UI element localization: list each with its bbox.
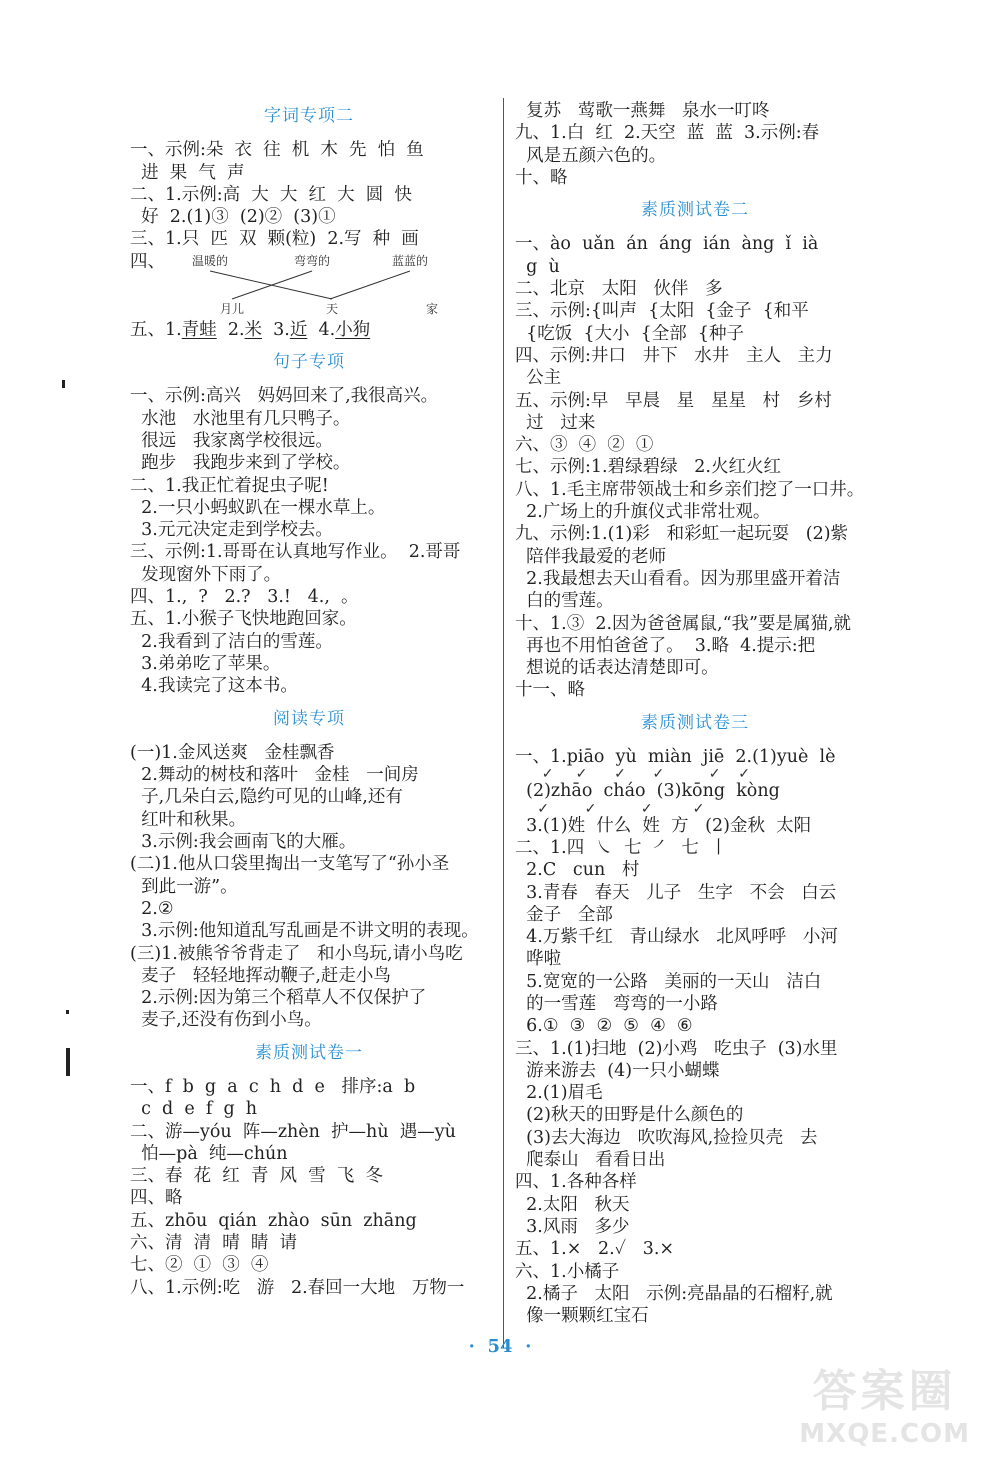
scan-mark xyxy=(62,380,65,388)
answer-block xyxy=(515,780,875,802)
underlined-answer: 青蛙 xyxy=(181,319,217,340)
answer-line: 白的雪莲。 xyxy=(515,591,614,612)
answer-line: 2.(1)眉毛 xyxy=(515,1083,603,1104)
answer-line: 七、② ① ③ ④ xyxy=(130,1255,269,1276)
answer-line: 十、略 xyxy=(515,167,568,188)
answer-line: 4.万紫千红 青山绿水 北风呼呼 小河 xyxy=(515,927,838,948)
answer-line: 七、示例:1.碧绿碧绿 2.火红火红 xyxy=(515,457,781,478)
answer-line: 2.广场上的升旗仪式非常壮观。 xyxy=(515,502,771,523)
answer-line: (一)1.金风送爽 金桂飘香 xyxy=(130,742,335,763)
answer-line: 想说的话表达清楚即可。 xyxy=(515,658,719,679)
answer-line: 二、北京 太阳 伙伴 多 xyxy=(515,279,723,300)
answer-block xyxy=(515,233,875,701)
answer-line: 三、示例:1.哥哥在认真地写作业。 2.哥哥 xyxy=(130,542,461,563)
answer-line: 九、示例:1.(1)彩 和彩虹一起玩耍 (2)紫 xyxy=(515,524,849,545)
answer-line: 二、1.我正忙着捉虫子呢! xyxy=(130,475,329,496)
answer-line: 五、1.× 2.✓ 3.× xyxy=(515,1239,675,1260)
answer-line: 六、③ ④ ② ① xyxy=(515,435,654,456)
matching-lines xyxy=(182,251,482,319)
answer-line: 一、ào uǎn án áng ián àng ǐ ià xyxy=(515,234,819,255)
answer-line: 6.① ③ ② ⑤ ④ ⑥ xyxy=(515,1016,693,1037)
answer-line: (2)秋天的田野是什么颜色的 xyxy=(515,1105,744,1126)
answer-line: 二、1.示例:高 大 大 红 大 圆 快 xyxy=(130,184,412,205)
underlined-answer: 小狗 xyxy=(335,319,371,340)
section-title: 阅读专项 xyxy=(273,708,345,729)
answer-line: 六、清 清 晴 睛 请 xyxy=(130,1233,298,1254)
answer-line: 五、1.青蛙 2.米 3.近 4.小狗 xyxy=(130,319,371,340)
watermark-url: MXQE.COM xyxy=(799,1419,970,1449)
answer-line: 三、春 花 红 青 风 雪 飞 冬 xyxy=(130,1166,383,1187)
match-bottom-3: 家 xyxy=(425,301,439,316)
answer-line: 三、示例:{叫声 {太阳 {金子 {和平 xyxy=(515,301,809,322)
answer-line: 3.弟弟吃了苹果。 xyxy=(130,653,281,674)
answer-block xyxy=(130,385,488,697)
answer-line: 3.元元决定走到学校去。 xyxy=(130,520,333,541)
answer-line: 3.示例:他知道乱写乱画是不讲文明的表现。 xyxy=(130,921,479,942)
page-number: · 54 · xyxy=(468,1336,532,1357)
answer-line: {吃饭 {大小 {全部 {种子 xyxy=(515,323,745,344)
answer-line: 2.舞动的树枝和落叶 金桂 一间房 xyxy=(130,765,419,786)
section-title: 素质测试卷二 xyxy=(641,200,749,221)
answer-line: 六、1.小橘子 xyxy=(515,1261,620,1282)
scan-mark xyxy=(66,1010,69,1014)
answer-line: 三、1.只 匹 双 颗(粒) 2.写 种 画 xyxy=(130,229,419,250)
underlined-answer: 近 xyxy=(289,319,308,340)
tone-check-marks: ✓ ✓ ✓ ✓ xyxy=(515,800,705,817)
answer-line: 五、zhōu qián zhào sūn zhāng xyxy=(130,1210,417,1231)
answer-line: 公主 xyxy=(515,368,562,389)
answer-line: 红叶和秋果。 xyxy=(130,809,247,830)
answer-line: 3.青春 春天 儿子 生字 不会 白云 xyxy=(515,882,837,903)
answer-line: 2.C cun 村 xyxy=(515,860,640,881)
answer-line: g ù xyxy=(515,256,560,277)
answer-line: 一、1.piāo yù miàn jiē 2.(1)yuè lè xyxy=(515,747,836,768)
answer-line: (3)去大海边 吹吹海风,捡捡贝壳 去 xyxy=(515,1127,818,1148)
answer-line: 四、1.各种各样 xyxy=(515,1172,637,1193)
answer-line: 八、1.示例:吃 游 2.春回一大地 万物一 xyxy=(130,1277,465,1298)
answer-line: 一、示例:高兴 妈妈回来了,我很高兴。 xyxy=(130,386,439,407)
answer-line: 金子 全部 xyxy=(515,904,613,925)
answer-line: 三、1.(1)扫地 (2)小鸡 吃虫子 (3)水里 xyxy=(515,1038,838,1059)
answer-line: 4.我读完了这本书。 xyxy=(130,676,298,697)
answer-line: 像一颗颗红宝石 xyxy=(515,1306,649,1327)
answer-line: 3.(1)姓 什么 姓 方 (2)金秋 太阳 xyxy=(515,815,812,836)
page-number-value: 54 xyxy=(487,1336,513,1357)
answer-line: 2.② xyxy=(130,898,174,919)
right-column xyxy=(515,100,875,1327)
answer-line: 麦子 轻轻地挥动鞭子,赶走小鸟 xyxy=(130,965,391,986)
section-title: 素质测试卷一 xyxy=(255,1042,363,1063)
answer-line: 的一雪莲 弯弯的一小路 xyxy=(515,993,718,1014)
match-top-2: 弯弯的 xyxy=(293,253,331,268)
match-top-3: 蓝蓝的 xyxy=(391,253,429,268)
answer-line: 九、1.白 红 2.天空 蓝 蓝 3.示例:春 xyxy=(515,123,820,144)
answer-line: 很远 我家离学校很远。 xyxy=(130,430,333,451)
section-title: 句子专项 xyxy=(273,352,345,373)
answer-line: 2.我最想去天山看看。因为那里盛开着洁 xyxy=(515,568,841,589)
answer-line: 2.一只小蚂蚁趴在一棵水草上。 xyxy=(130,497,386,518)
matching-exercise xyxy=(130,251,488,319)
answer-line: 二、游—yóu 阵—zhèn 护—hù 遇—yù xyxy=(130,1121,456,1142)
answer-line: 好 2.(1)③ (2)② (3)① xyxy=(130,207,336,228)
answer-line: 八、1.毛主席带领战士和乡亲们挖了一口井。 xyxy=(515,479,865,500)
answer-line: 2.太阳 秋天 xyxy=(515,1194,630,1215)
answer-line: 麦子,还没有伤到小鸟。 xyxy=(130,1010,322,1031)
answer-line: (二)1.他从口袋里掏出一支笔写了“孙小圣 xyxy=(130,854,450,875)
scan-mark xyxy=(66,1048,70,1076)
section-title: 字词专项二 xyxy=(264,106,354,126)
answer-block xyxy=(515,100,875,189)
answer-line: 四、1., ? 2.? 3.! 4., 。 xyxy=(130,587,359,608)
answer-block xyxy=(130,139,488,250)
answer-block xyxy=(130,742,488,1032)
match-top-1: 温暖的 xyxy=(191,253,229,268)
question-number: 四、 xyxy=(130,251,165,272)
match-bottom-2: 天 xyxy=(325,301,339,316)
answer-line: 跑步 我跑步来到了学校。 xyxy=(130,453,351,474)
answer-line: 十、1.③ 2.因为爸爸属鼠,“我”要是属猫,就 xyxy=(515,613,852,634)
match-bottom-1: 月儿 xyxy=(219,301,245,316)
left-column xyxy=(130,95,488,1299)
answer-line: 2.示例:因为第三个稻草人不仅保护了 xyxy=(130,988,427,1009)
answer-line: 发现窗外下雨了。 xyxy=(130,564,282,585)
tone-check-marks: ✓ ✓ ✓ ✓ ✓ ✓ xyxy=(515,766,751,783)
answer-line: 五、示例:早 早晨 星 星星 村 乡村 xyxy=(515,390,832,411)
match-line xyxy=(330,271,410,299)
answer-line: 再也不用怕爸爸了。 3.略 4.提示:把 xyxy=(515,635,816,656)
watermark-logo xyxy=(799,1355,970,1449)
answer-line: 四、示例:井口 井下 水井 主人 主力 xyxy=(515,345,833,366)
answer-line: (三)1.被熊爷爷背走了 和小鸟玩,请小鸟吃 xyxy=(130,943,463,964)
answer-line: c d e f g h xyxy=(130,1099,258,1120)
answer-line: 游来游去 (4)一只小蝴蝶 xyxy=(515,1060,720,1081)
answer-line: 爬泰山 看看日出 xyxy=(515,1150,666,1171)
answer-line: 四、略 xyxy=(130,1188,183,1209)
answer-line: 水池 水池里有几只鸭子。 xyxy=(130,408,351,429)
answer-line: 五、1.小猴子飞快地跑回家。 xyxy=(130,609,357,630)
answer-line: 陪伴我最爱的老师 xyxy=(515,546,667,567)
answer-line: 一、f b g a c h d e 排序:a b xyxy=(130,1076,416,1097)
answer-line: 进 果 气 声 xyxy=(130,162,245,183)
answer-line: 哗啦 xyxy=(515,949,562,970)
answer-line: 3.示例:我会画南飞的大雁。 xyxy=(130,832,357,853)
answer-line: 2.橘子 太阳 示例:亮晶晶的石榴籽,就 xyxy=(515,1283,833,1304)
answer-line: (2)zhāo cháo (3)kōng kòng xyxy=(515,781,780,802)
answer-line: 到此一游”。 xyxy=(130,876,238,897)
answer-line: 子,几朵白云,隐约可见的山峰,还有 xyxy=(130,787,403,808)
answer-block xyxy=(515,746,875,768)
answer-line: 过 过来 xyxy=(515,412,596,433)
answer-line: 复苏 莺歌一燕舞 泉水一叮咚 xyxy=(515,101,770,121)
answer-line: 怕—pà 纯—chún xyxy=(130,1143,288,1164)
answer-block xyxy=(130,1076,488,1299)
answer-line: 一、示例:朵 衣 往 机 木 先 怕 鱼 xyxy=(130,140,424,161)
section-title: 素质测试卷三 xyxy=(641,712,749,733)
answer-block xyxy=(515,815,875,1328)
question-number: 五、1. xyxy=(130,319,182,340)
column-divider xyxy=(503,98,504,1348)
answer-line: 2.我看到了洁白的雪莲。 xyxy=(130,631,333,652)
answer-line: 十一、略 xyxy=(515,680,585,701)
watermark-text: 答案圈 xyxy=(812,1366,957,1417)
answer-line: 5.宽宽的一公路 美丽的一天山 洁白 xyxy=(515,971,822,992)
answer-line: 3.风雨 多少 xyxy=(515,1216,630,1237)
underlined-answer: 米 xyxy=(244,319,263,340)
match-line xyxy=(232,271,312,299)
answer-line: 二、1.四 ㇏ 七 ㇒ 七 丨 xyxy=(515,837,728,858)
answer-line: 风是五颜六色的。 xyxy=(515,145,667,166)
